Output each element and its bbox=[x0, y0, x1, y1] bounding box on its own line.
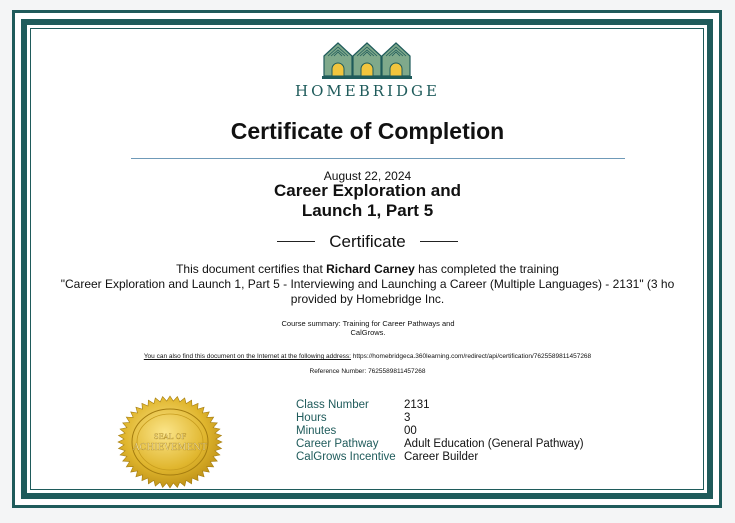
verification-link-label: You can also find this document on the Internet at the following address: bbox=[143, 353, 351, 360]
certificate-title: Certificate of Completion bbox=[230, 118, 505, 144]
seal-of-achievement-icon bbox=[116, 394, 224, 490]
reference-number: Reference Number: 7625589811457268 bbox=[309, 368, 426, 375]
details-label: Hours bbox=[296, 412, 327, 424]
details-value: 3 bbox=[404, 412, 411, 424]
course-title-line-2: Launch 1, Part 5 bbox=[301, 201, 434, 220]
details-row bbox=[296, 451, 584, 464]
course-summary bbox=[270, 319, 466, 337]
details-label: Minutes bbox=[296, 425, 337, 437]
details-label: Career Pathway bbox=[296, 438, 379, 450]
course-title bbox=[0, 181, 735, 221]
verification-url[interactable]: https://homebridgeca.360learning.com/redirect/api/certification/7625589811457268 bbox=[350, 353, 592, 360]
details-label: Class Number bbox=[296, 399, 369, 411]
details-row bbox=[296, 438, 584, 451]
details-table bbox=[296, 399, 584, 464]
verification-link bbox=[0, 353, 735, 360]
homebridge-logo-icon bbox=[322, 40, 412, 80]
title-divider bbox=[131, 158, 625, 159]
course-title-line-1: Career Exploration and bbox=[273, 181, 462, 200]
seal-line-1: SEAL OF bbox=[153, 433, 187, 441]
brand-name: HOMEBRIDGE bbox=[295, 82, 440, 100]
seal-line-2: ACHIEVEMENT bbox=[132, 443, 208, 453]
training-description: "Career Exploration and Launch 1, Part 5 - Interviewing and Launching a Career (Multiple Languages) - 2131" (3 ho bbox=[60, 277, 675, 291]
details-row bbox=[296, 399, 584, 412]
statement-prefix: This document certifies that bbox=[176, 262, 327, 276]
recipient-name: Richard Carney bbox=[326, 262, 415, 276]
course-summary-line-1: Course summary: Training for Career Pathways and bbox=[281, 319, 455, 328]
details-row bbox=[296, 412, 584, 425]
details-value: 00 bbox=[404, 425, 417, 437]
details-value: Career Builder bbox=[404, 451, 479, 463]
course-summary-line-2: CalGrows. bbox=[350, 328, 386, 337]
certificate-label: Certificate bbox=[329, 232, 406, 251]
training-provider: provided by Homebridge Inc. bbox=[290, 292, 445, 306]
details-value: Adult Education (General Pathway) bbox=[404, 438, 584, 450]
certificate-divider-right bbox=[420, 241, 458, 242]
certification-statement bbox=[0, 262, 735, 307]
statement-suffix: has completed the training bbox=[414, 262, 559, 276]
details-value: 2131 bbox=[404, 399, 430, 411]
details-row bbox=[296, 425, 584, 438]
completion-date: August 22, 2024 bbox=[323, 169, 412, 183]
details-label: CalGrows Incentive bbox=[296, 451, 396, 463]
